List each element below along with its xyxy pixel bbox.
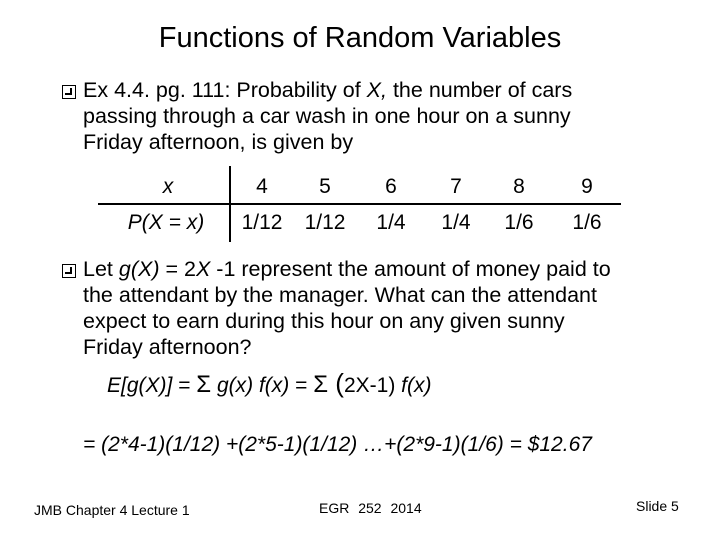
bullet-1-line-1 — [83, 78, 572, 103]
bullet-1-line-3: Friday afternoon, is given by — [83, 130, 354, 154]
variable-x: X — [195, 257, 211, 281]
bullet-2-text-c: -1 represent the amount of money paid to — [210, 257, 611, 281]
bullet-2-line-3: expect to earn during this hour on any given sunny — [83, 309, 565, 333]
footer-center: EGR 252 2014 — [319, 500, 422, 516]
calculation-line: = (2*4-1)(1/12) +(2*5-1)(1/12) …+(2*9-1)(1/6) = $12.67 — [83, 433, 592, 456]
formula-term: f(x) — [395, 374, 432, 397]
table-horizontal-rule — [98, 203, 621, 205]
bullet-2-text-a: Let — [83, 257, 119, 281]
checkbox-bullet-icon — [62, 85, 76, 99]
formula-paren: ( — [328, 368, 344, 398]
table-x-value: 7 — [450, 175, 462, 198]
bullet-2-line-4: Friday afternoon? — [83, 335, 252, 359]
table-x-value: 5 — [319, 175, 331, 198]
bullet-2-line-2: the attendant by the manager. What can the attendant — [83, 283, 597, 307]
table-probability: 1/6 — [504, 211, 534, 234]
slide-title: Functions of Random Variables — [158, 22, 562, 54]
table-header-x: x — [162, 175, 174, 198]
sigma-symbol: Σ — [313, 371, 329, 398]
expectation-formula — [107, 368, 431, 399]
table-x-value: 9 — [581, 175, 593, 198]
bullet-1-text-b: the number of cars — [386, 78, 573, 102]
footer-left: JMB Chapter 4 Lecture 1 — [34, 502, 190, 518]
bullet-1-line-2: passing through a car wash in one hour on a sunny — [83, 104, 571, 128]
formula-equals: = — [289, 374, 314, 397]
bullet-2-text-b: = 2 — [159, 257, 196, 281]
function-g: g(X) — [118, 257, 160, 281]
table-probability: 1/4 — [376, 211, 406, 234]
table-probability: 1/12 — [241, 211, 283, 234]
bullet-1-text-a: Ex 4.4. pg. 111: Probability of — [83, 78, 367, 102]
table-header-px: P(X = x) — [127, 211, 205, 234]
table-probability: 1/4 — [441, 211, 471, 234]
formula-term: g(x) f(x) — [211, 374, 290, 397]
variable-x: X, — [366, 78, 387, 102]
formula-inner: 2X-1) — [343, 374, 396, 397]
checkbox-bullet-icon — [62, 264, 76, 278]
table-x-value: 6 — [385, 175, 397, 198]
footer-slide-number: Slide 5 — [636, 498, 679, 514]
table-probability: 1/6 — [572, 211, 602, 234]
table-x-value: 8 — [513, 175, 525, 198]
formula-equals: = — [172, 374, 197, 397]
formula-lhs: E[g(X)] — [107, 374, 173, 397]
bullet-2-line-1 — [83, 257, 611, 282]
table-probability: 1/12 — [304, 211, 346, 234]
table-x-value: 4 — [256, 175, 268, 198]
sigma-symbol: Σ — [196, 371, 212, 398]
